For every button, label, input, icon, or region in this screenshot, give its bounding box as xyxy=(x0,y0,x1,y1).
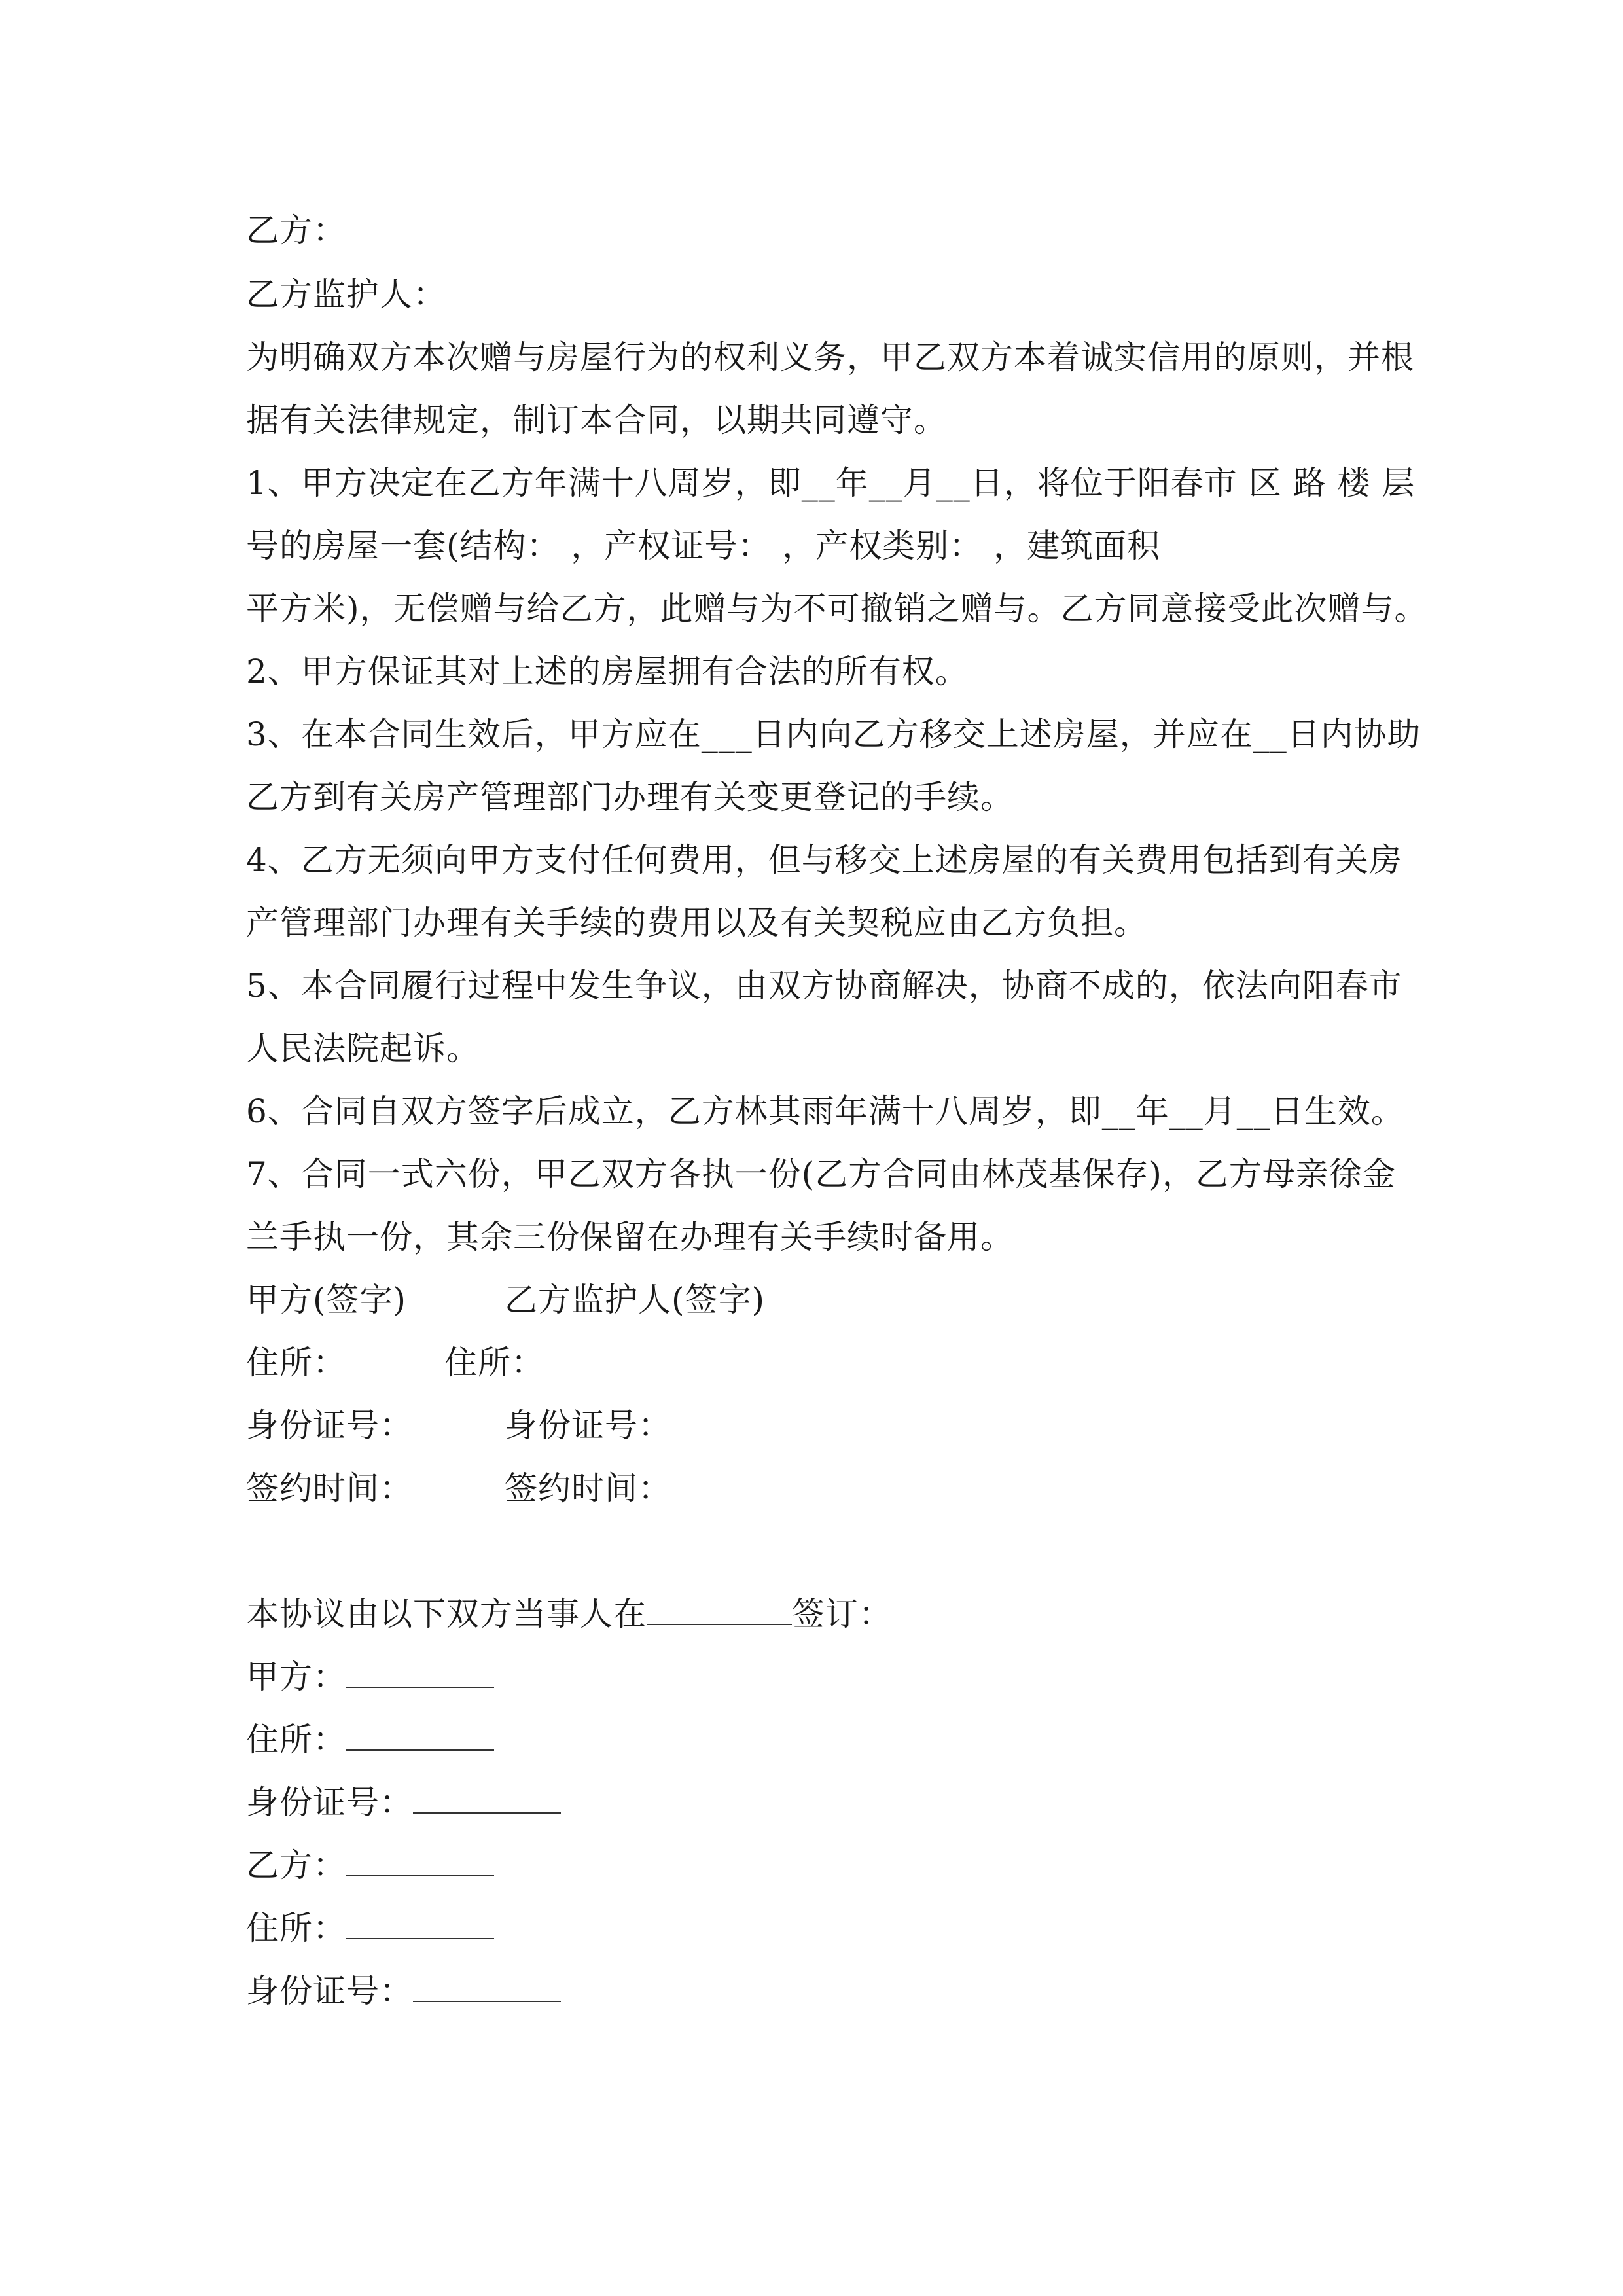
agreement-id-1-label: 身份证号： xyxy=(246,1784,413,1821)
party-b-label: 乙方： xyxy=(246,211,346,249)
clause-4-line-1: 4、乙方无须向甲方支付任何费用，但与移交上述房屋的有关费用包括到有关房 xyxy=(246,841,1402,879)
agreement-id-1-row xyxy=(246,1783,561,1822)
id-a-label: 身份证号： xyxy=(246,1407,413,1444)
address-b-label: 住所： xyxy=(444,1344,544,1382)
clause-6: 6、合同自双方签字后成立，乙方林其雨年满十八周岁，即__年__月__日生效。 xyxy=(246,1092,1404,1130)
party-b-guardian-label: 乙方监护人： xyxy=(246,276,446,314)
date-a-label: 签约时间： xyxy=(246,1469,413,1507)
id-2-blank xyxy=(413,1972,561,2002)
agreement-intro-after: 签订： xyxy=(792,1595,892,1633)
address-row xyxy=(246,1343,544,1382)
clause-3-line-2: 乙方到有关房产管理部门办理有关变更登记的手续。 xyxy=(246,778,1014,816)
date-b-label: 签约时间： xyxy=(505,1469,671,1507)
clause-1-line-3: 平方米)，无偿赠与给乙方，此赠与为不可撤销之赠与。乙方同意接受此次赠与。 xyxy=(246,590,1428,628)
clause-5-line-2: 人民法院起诉。 xyxy=(246,1030,480,1067)
agreement-id-2-label: 身份证号： xyxy=(246,1972,413,2010)
preamble-line-2: 据有关法律规定，制订本合同，以期共同遵守。 xyxy=(246,401,947,439)
agreement-intro xyxy=(246,1594,892,1634)
id-b-label: 身份证号： xyxy=(505,1407,671,1444)
clause-7-line-2: 兰手执一份，其余三份保留在办理有关手续时备用。 xyxy=(246,1218,1014,1256)
agreement-address-2-row xyxy=(246,1909,494,1948)
party-a-blank xyxy=(346,1658,494,1688)
id-row xyxy=(246,1406,671,1445)
clause-5-line-1: 5、本合同履行过程中发生争议，由双方协商解决，协商不成的，依法向阳春市 xyxy=(246,967,1402,1005)
guardian-sign-label: 乙方监护人(签字) xyxy=(505,1281,766,1319)
address-a-label: 住所： xyxy=(246,1344,346,1382)
clause-1-line-1: 1、甲方决定在乙方年满十八周岁，即__年__月__日，将位于阳春市 区 路 楼 层 xyxy=(246,464,1416,502)
agreement-address-1-label: 住所： xyxy=(246,1721,346,1759)
location-blank xyxy=(647,1595,792,1625)
party-a-sign-label: 甲方(签字) xyxy=(246,1281,407,1319)
clause-7-line-1: 7、合同一式六份，甲乙双方各执一份(乙方合同由林茂基保存)，乙方母亲徐金 xyxy=(246,1155,1396,1193)
address-2-blank xyxy=(346,1909,494,1939)
address-1-blank xyxy=(346,1721,494,1751)
agreement-party-a-row xyxy=(246,1657,494,1696)
signature-row xyxy=(246,1280,765,1319)
agreement-party-b-row xyxy=(246,1846,494,1885)
date-row xyxy=(246,1469,671,1508)
agreement-id-2-row xyxy=(246,1971,561,2011)
clause-2: 2、甲方保证其对上述的房屋拥有合法的所有权。 xyxy=(246,653,969,691)
agreement-party-b-label: 乙方： xyxy=(246,1846,346,1884)
clause-1-line-2: 号的房屋一套(结构： ，产权证号： ，产权类别： ，建筑面积 xyxy=(246,527,1161,565)
preamble-line-1: 为明确双方本次赠与房屋行为的权利义务，甲乙双方本着诚实信用的原则，并根 xyxy=(246,338,1414,376)
id-1-blank xyxy=(413,1784,561,1814)
agreement-party-a-label: 甲方： xyxy=(246,1658,346,1696)
clause-4-line-2: 产管理部门办理有关手续的费用以及有关契税应由乙方负担。 xyxy=(246,904,1147,942)
agreement-address-1-row xyxy=(246,1720,494,1759)
party-b-blank xyxy=(346,1846,494,1876)
agreement-intro-before: 本协议由以下双方当事人在 xyxy=(246,1595,647,1633)
clause-3-line-1: 3、在本合同生效后，甲方应在___日内向乙方移交上述房屋，并应在__日内协助 xyxy=(246,715,1421,753)
agreement-address-2-label: 住所： xyxy=(246,1909,346,1947)
